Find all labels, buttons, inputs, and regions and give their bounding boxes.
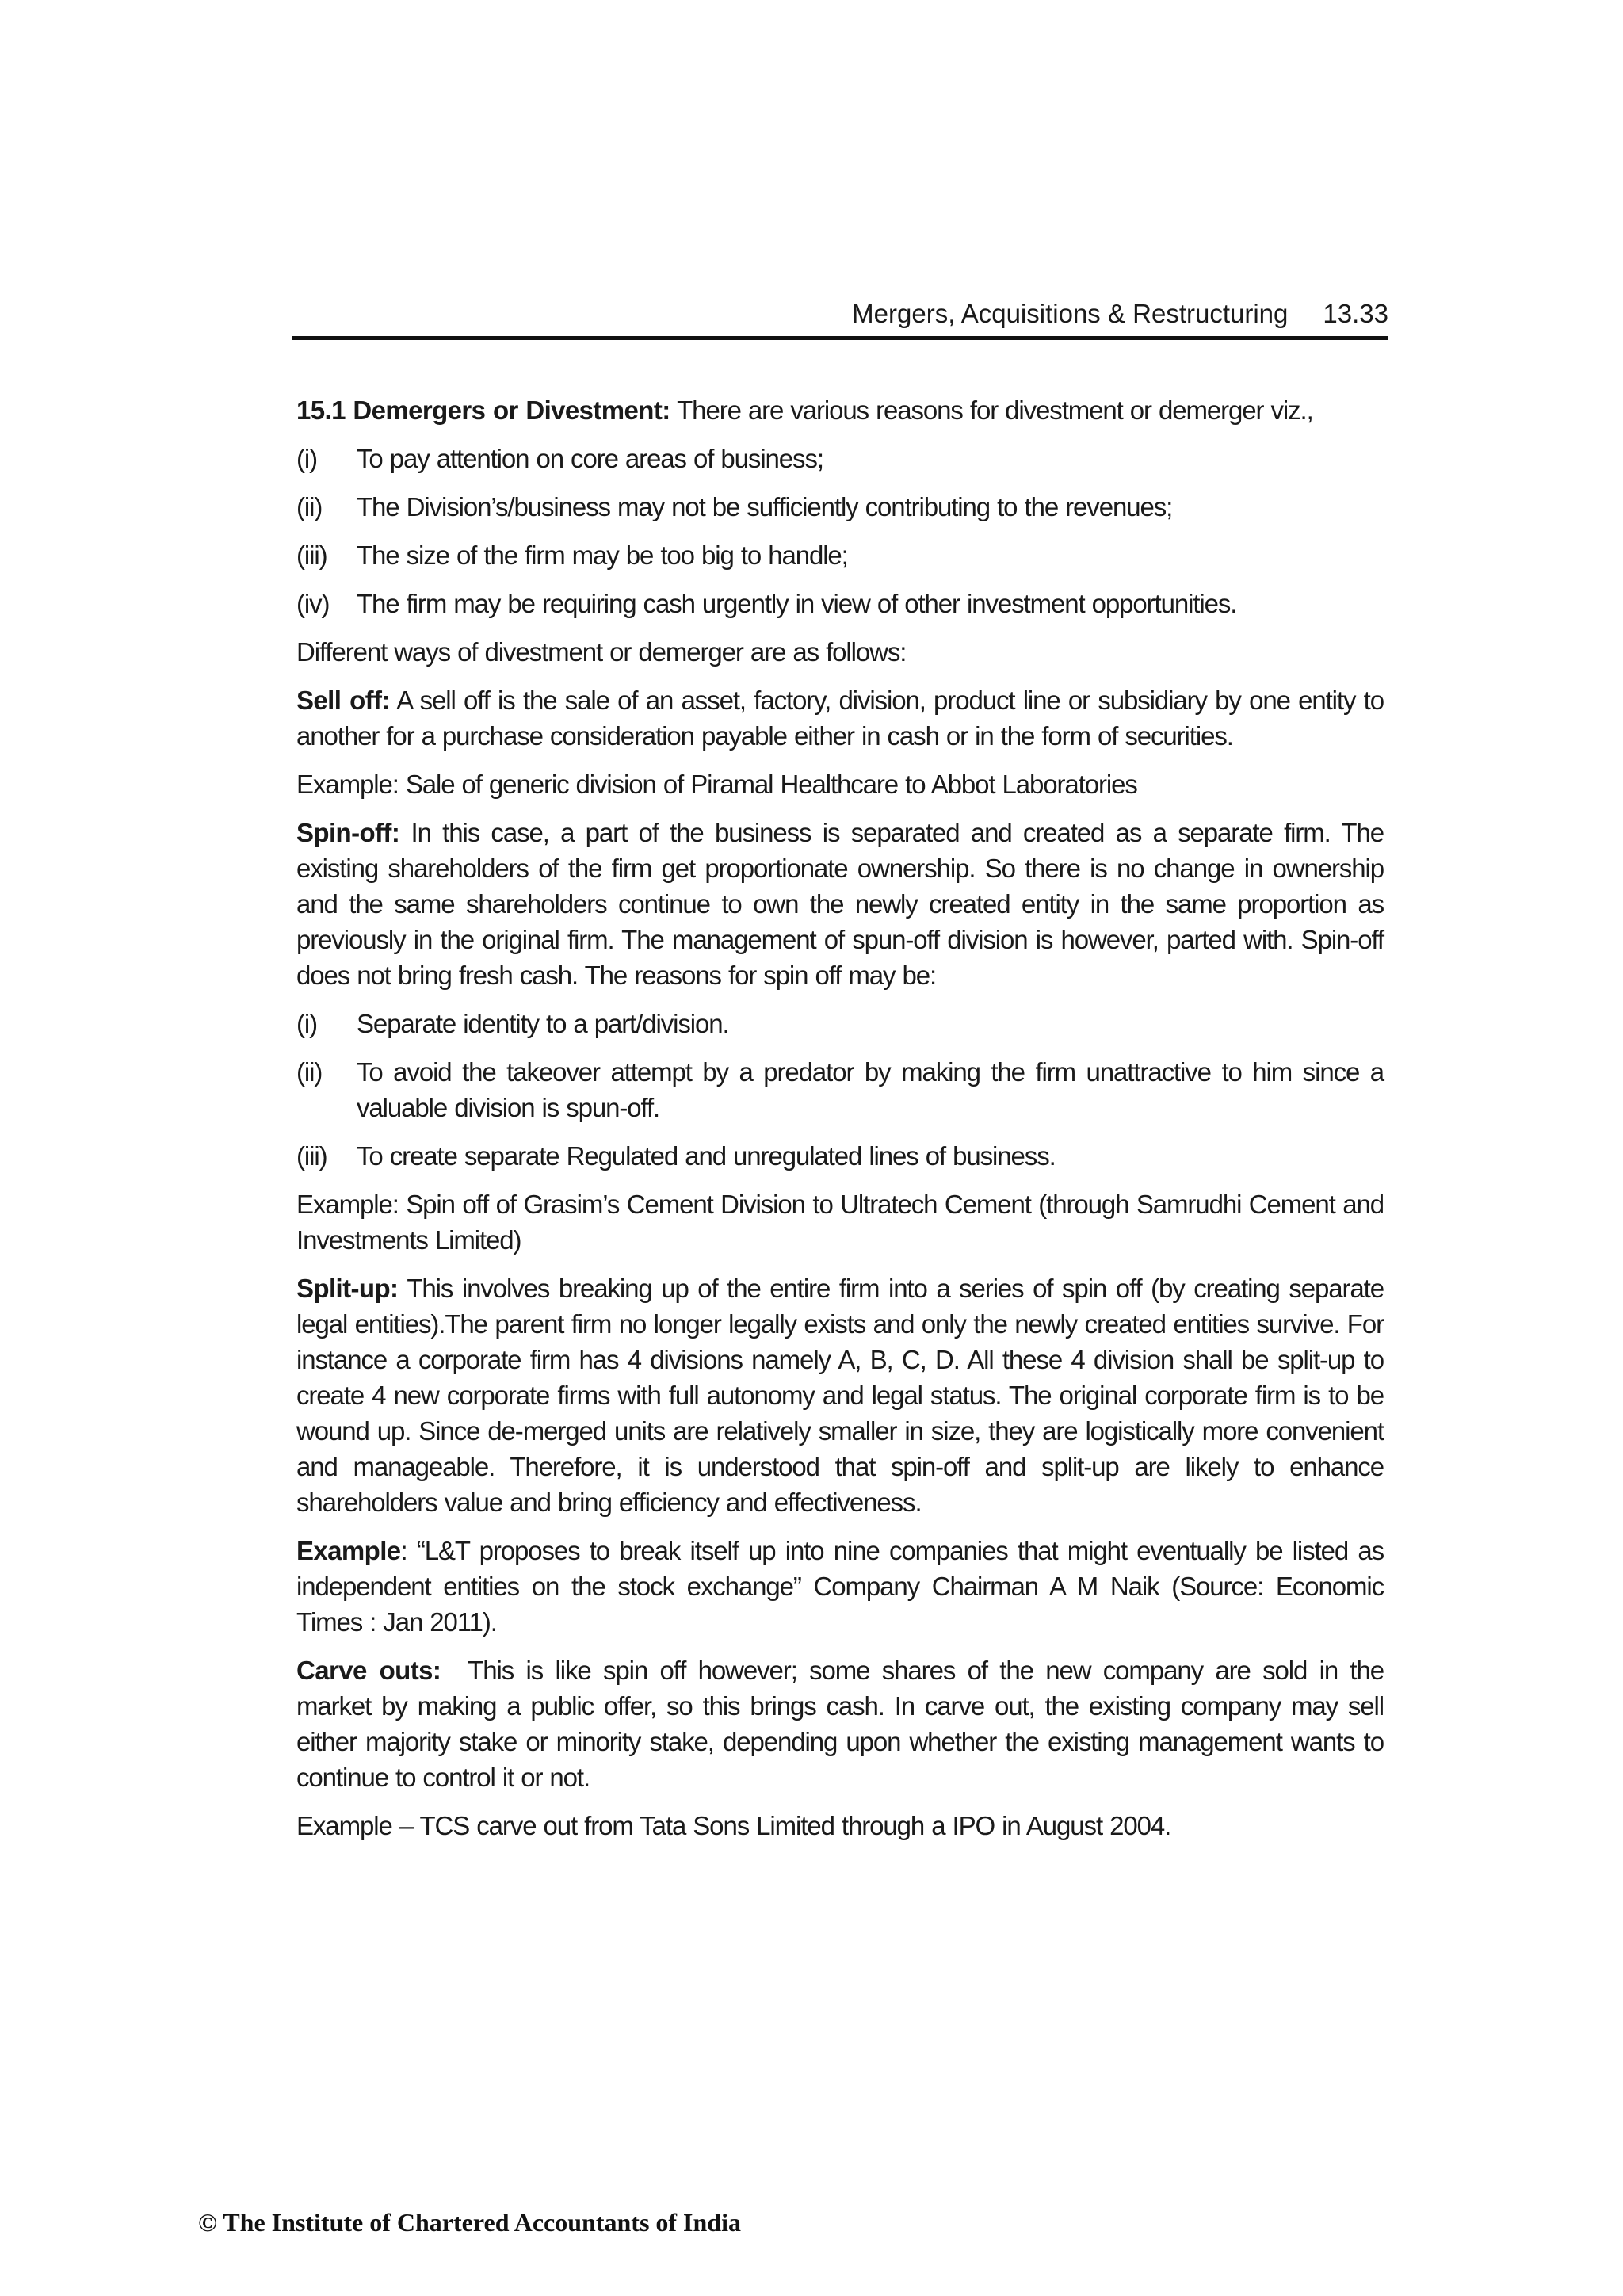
- list-item-number: (i): [296, 444, 318, 473]
- section-heading: 15.1 Demergers or Divestment:: [296, 395, 670, 425]
- spin-off-example: Example: Spin off of Grasim’s Cement Division to Ultratech Cement (through Samrudhi Cement and Investments Limited): [296, 1190, 1384, 1255]
- running-header: [292, 295, 1388, 340]
- footer-copyright: © The Institute of Chartered Accountants of India: [198, 2208, 741, 2237]
- list-item: [296, 1006, 1384, 1041]
- list-item: [296, 489, 1384, 525]
- spin-off-text: In this case, a part of the business is separated and created as a separate firm. The existing shareholders of the firm get proportionate ownership. So there is no change in ownership and the same shareholders continue to own the newly created entity in the same proportion as previously in the original firm. The management of spun-off division is however, parted with. Spin-off does not bring fresh cash. The reasons for spin off may be:: [296, 818, 1384, 990]
- split-up-example-label: Example: [296, 1536, 401, 1565]
- list-item-text: The firm may be requiring cash urgently in view of other investment opportunities.: [357, 589, 1237, 618]
- sell-off-paragraph: [296, 682, 1384, 754]
- carve-outs-label: Carve outs:: [296, 1656, 441, 1685]
- carve-outs-text: This is like spin off however; some shares of the new company are sold in the market by making a public offer, so this brings cash. In carve out, the existing company may sell either majority stake or minority stake, depending upon whether the existing management wants to continue to control it or not.: [296, 1656, 1384, 1792]
- list-item-number: (iii): [296, 1141, 327, 1171]
- ways-paragraph: Different ways of divestment or demerger are as follows:: [296, 637, 907, 667]
- list-item: [296, 586, 1384, 621]
- split-up-example-text: : “L&T proposes to break itself up into nine companies that might eventually be listed as independent entities on the stock exchange” Company Chairman A M Naik (Source: Economic Times : Jan 2011).: [296, 1536, 1384, 1637]
- list-item-number: (ii): [296, 1057, 323, 1087]
- carve-outs-example: Example – TCS carve out from Tata Sons Limited through a IPO in August 2004.: [296, 1811, 1171, 1840]
- list-item-number: (iv): [296, 589, 330, 618]
- header-title: Mergers, Acquisitions & Restructuring: [852, 299, 1289, 328]
- intro-text: There are various reasons for divestment or demerger viz.,: [670, 395, 1313, 425]
- list-item-text: The size of the firm may be too big to handle;: [357, 541, 848, 570]
- list-item-number: (i): [296, 1009, 318, 1038]
- spin-off-paragraph: [296, 815, 1384, 993]
- split-up-paragraph: [296, 1270, 1384, 1520]
- list-item-number: (ii): [296, 492, 323, 521]
- list-item-text: To avoid the takeover attempt by a predator by making the firm unattractive to him since a valuable division is spun-off.: [357, 1057, 1384, 1122]
- main-content: [296, 392, 1384, 1856]
- page-number: 13.33: [1323, 299, 1388, 328]
- list-item: [296, 1054, 1384, 1125]
- list-item-text: Separate identity to a part/division.: [357, 1009, 729, 1038]
- split-up-example: [296, 1533, 1384, 1640]
- list-item-text: The Division’s/business may not be sufficiently contributing to the revenues;: [357, 492, 1173, 521]
- sell-off-example: Example: Sale of generic division of Piramal Healthcare to Abbot Laboratories: [296, 770, 1137, 799]
- split-up-text: This involves breaking up of the entire firm into a series of spin off (by creating separate legal entities).The parent firm no longer legally exists and only the newly created entities survive. For instance a corporate firm has 4 divisions namely A, B, C, D. All these 4 division shall be split-up to create 4 new corporate firms with full autonomy and legal status. The original corporate firm is to be wound up. Since de-merged units are relatively smaller in size, they are logistically more convenient and manageable. Therefore, it is understood that spin-off and split-up are likely to enhance shareholders value and bring efficiency and effectiveness.: [296, 1274, 1384, 1517]
- sell-off-text: A sell off is the sale of an asset, factory, division, product line or subsidiary by one entity to another for a purchase consideration payable either in cash or in the form of securities.: [296, 686, 1384, 751]
- sell-off-label: Sell off:: [296, 686, 390, 715]
- list-item-text: To create separate Regulated and unregulated lines of business.: [357, 1141, 1056, 1171]
- list-item: [296, 537, 1384, 573]
- carve-outs-paragraph: [296, 1652, 1384, 1795]
- list-item-text: To pay attention on core areas of business;: [357, 444, 823, 473]
- list-item: [296, 441, 1384, 476]
- intro-paragraph: [296, 392, 1384, 428]
- list-item: [296, 1138, 1384, 1174]
- split-up-label: Split-up:: [296, 1274, 399, 1303]
- list-item-number: (iii): [296, 541, 327, 570]
- spin-off-label: Spin-off:: [296, 818, 400, 847]
